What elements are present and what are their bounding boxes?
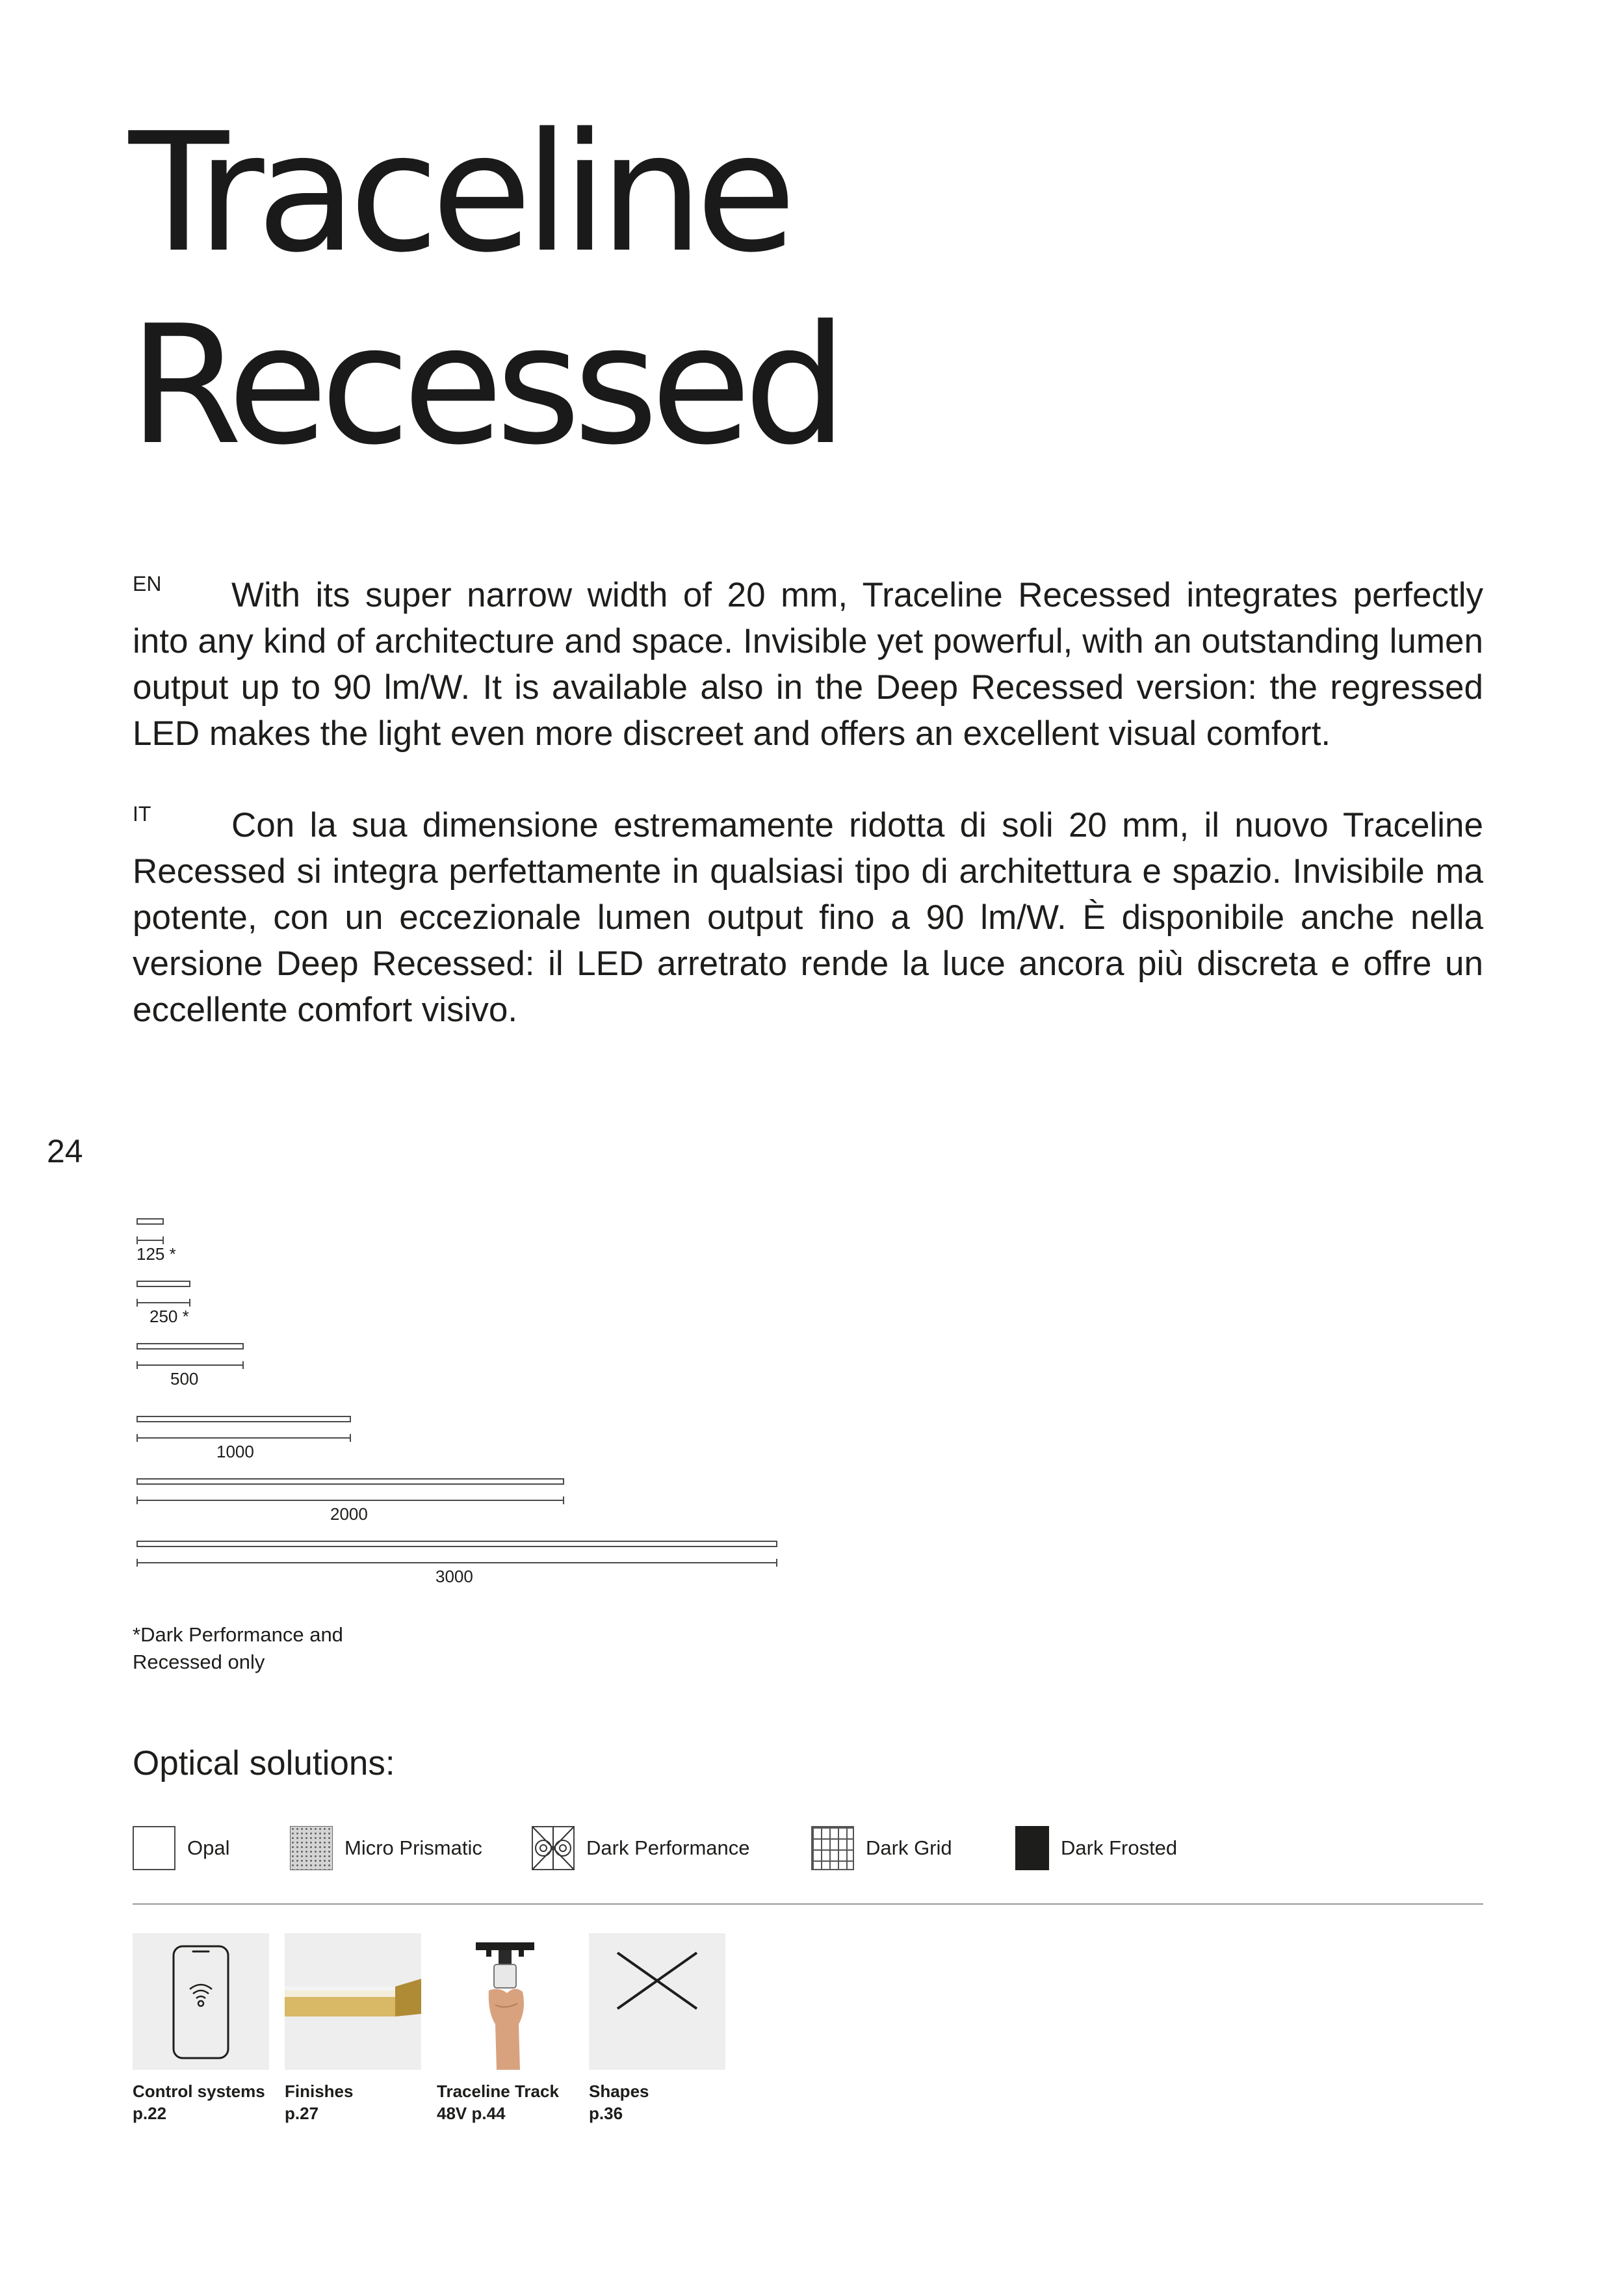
smartphone-wifi-icon: [133, 1933, 269, 2070]
opal-swatch-icon: [133, 1826, 175, 1870]
dimension-line-3000: [136, 1559, 777, 1567]
lengths-footnote: [133, 1621, 343, 1676]
optic-label-dark-performance: Dark Performance: [586, 1836, 750, 1859]
section-divider: [133, 1903, 1483, 1905]
length-label-2000: 2000: [330, 1504, 368, 1524]
micro-prismatic-swatch-icon: [290, 1826, 333, 1870]
optic-dark-frosted: [1015, 1824, 1177, 1872]
control-systems-caption[interactable]: [133, 2080, 265, 2124]
shapes-caption[interactable]: [589, 2080, 649, 2124]
control-systems-title: Control systems: [133, 2081, 265, 2101]
dark-performance-pattern: [532, 1826, 575, 1870]
hand-track-icon: [437, 1933, 573, 2070]
dimension-line-250: [136, 1299, 190, 1307]
traceline-track-tile[interactable]: [437, 1933, 573, 2070]
length-label-3000: 3000: [435, 1567, 473, 1586]
dark-grid-swatch-icon: [811, 1826, 854, 1870]
length-label-1000: 1000: [216, 1442, 254, 1461]
length-bar-250: [136, 1281, 190, 1287]
traceline-track-page: 48V p.44: [437, 2104, 506, 2123]
length-bar-1000: [136, 1416, 351, 1422]
optic-label-dark-grid: Dark Grid: [866, 1836, 952, 1859]
length-bar-2000: [136, 1478, 564, 1485]
shapes-title: Shapes: [589, 2081, 649, 2101]
length-label-250: 250 *: [149, 1307, 189, 1326]
footnote-line1: *Dark Performance and: [133, 1623, 343, 1646]
finishes-title: Finishes: [285, 2081, 354, 2101]
intro-en-paragraph: [133, 572, 1483, 757]
finishes-caption[interactable]: [285, 2080, 353, 2124]
dark-frosted-swatch-icon: [1015, 1826, 1049, 1870]
finish-profile-icon: [285, 1933, 421, 2070]
dimension-line-500: [136, 1361, 244, 1369]
control-systems-tile[interactable]: [133, 1933, 269, 2070]
intro-it-text: Con la sua dimensione estremamente ridotta di soli 20 mm, il nuovo Traceline Recessed si integra perfettamente in qualsiasi tipo di architettura e spazio. Invisibile ma potente, con un eccezionale lumen output fino a 90 lm/W. È disponibile anche nella versione Deep Recessed: il LED arretrato rende la luce ancora più discreta e offre un eccellente comfort visivo.: [133, 806, 1483, 1029]
traceline-track-caption[interactable]: [437, 2080, 559, 2124]
optic-opal: [133, 1824, 229, 1872]
shapes-page: p.36: [589, 2104, 623, 2123]
intro-it-paragraph: [133, 802, 1483, 1033]
page-title-line1: Traceline: [129, 98, 789, 289]
optic-micro-prismatic: [290, 1824, 482, 1872]
length-label-500: 500: [170, 1369, 199, 1389]
length-bar-500: [136, 1343, 244, 1350]
page-number: 24: [47, 1133, 83, 1169]
intro-en-text: With its super narrow width of 20 mm, Traceline Recessed integrates perfectly into any kind of architecture and space. Invisible yet powerful, with an outstanding lumen output up to 90 lm/W. It is available also in the Deep Recessed version: the regressed LED makes the light even more discreet and offers an excellent visual comfort.: [133, 576, 1483, 753]
shapes-tile[interactable]: [589, 1933, 725, 2070]
lang-tag-it: IT: [133, 802, 151, 826]
optic-label-micro-prismatic: Micro Prismatic: [344, 1836, 482, 1859]
finishes-page: p.27: [285, 2104, 319, 2123]
dimension-line-1000: [136, 1434, 351, 1442]
page-title-line2: Recessed: [129, 291, 840, 481]
optic-dark-performance: [532, 1824, 750, 1872]
length-label-125: 125 *: [136, 1244, 176, 1264]
optic-label-opal: Opal: [187, 1836, 230, 1859]
traceline-track-title: Traceline Track: [437, 2081, 559, 2101]
length-bar-3000: [136, 1541, 777, 1547]
dimension-line-2000: [136, 1496, 564, 1504]
optic-label-dark-frosted: Dark Frosted: [1061, 1836, 1178, 1859]
optic-dark-grid: [811, 1824, 952, 1872]
control-systems-page: p.22: [133, 2104, 167, 2123]
dark-performance-swatch-icon: [532, 1826, 575, 1870]
footnote-line2: Recessed only: [133, 1650, 265, 1673]
finishes-tile[interactable]: [285, 1933, 421, 2070]
length-bar-125: [136, 1218, 164, 1225]
dimension-line-125: [136, 1236, 164, 1244]
optical-solutions-heading: Optical solutions:: [133, 1744, 395, 1782]
lang-tag-en: EN: [133, 572, 162, 595]
cross-shape-icon: [589, 1933, 725, 2070]
